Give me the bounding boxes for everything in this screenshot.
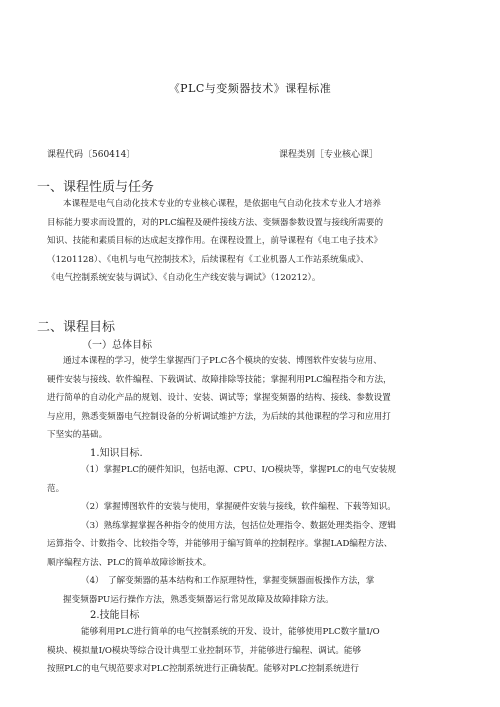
text-line: 知识、技能和素质目标的达成起支撑作用。在课程设置上，前导课程有《电工电子技术》 xyxy=(47,236,383,246)
text-line: 下坚实的基础。 xyxy=(47,430,108,440)
text-line: 顺序编程方法、PLC的简单故障诊断技术。 xyxy=(47,557,212,568)
section-nature-body xyxy=(47,195,457,288)
course-category: 课程类别［专业核心课］ xyxy=(279,150,379,160)
subheading-skill-goal: 2.技能目标 xyxy=(90,610,140,621)
text-line: 通过本课程的学习，使学生掌握西门子PLC各个模块的安装、博图软件安装与应用、 xyxy=(63,356,382,366)
text-line: （4） 了解变频器的基本结构和工作原理特性，掌握变频器面板操作方法，掌 xyxy=(81,576,375,586)
text-line: （1）掌握PLC的硬件知识，包括电源、CPU、I/O模块等，掌握PLC的电气安装规 xyxy=(81,465,397,475)
course-code: 课程代码〔560414〕 xyxy=(47,150,136,160)
text-line: 《电气控制系统安装与调试》、《自动化生产线安装与调试》（120212）。 xyxy=(47,273,321,283)
section-heading-nature: 一、课程性质与任务 xyxy=(37,180,155,195)
text-line: 握变频器PU运行操作方法，熟悉变频器运行常见故障及故障排除方法。 xyxy=(63,594,334,605)
subheading-overall-goal: （一）总体目标 xyxy=(82,340,152,351)
text-line: 硬件安装与接线、软件编程、下载调试、故障排除等技能；掌握利用PLC编程指令和方法， xyxy=(47,374,392,385)
section-heading-goals: 二、课程目标 xyxy=(37,320,116,335)
document-title: 《PLC与变频器技术》课程标准 xyxy=(168,82,332,95)
skill-goal-body xyxy=(47,623,457,679)
text-line: 模块、模拟量I/O模块等综合设计典型工业控制环节，并能够进行编程、调试。能够 xyxy=(47,645,362,656)
knowledge-goal-body xyxy=(47,461,457,609)
text-line: （3）熟练掌握掌握各种指令的使用方法，包括位处理指令、数据处理类指令、逻辑 xyxy=(81,520,396,531)
text-line: 本课程是电气自动化技术专业的专业核心课程，是依据电气自动化技术专业人才培养 xyxy=(63,199,381,209)
text-line: 运算指令、计数指令、比较指令等，并能够用于编写简单的控制程序。掌握LAD编程方法、 xyxy=(47,539,393,549)
course-meta xyxy=(47,147,467,160)
text-line: 与应用，熟悉变频器电气控制设备的分析调试维护方法，为后续的其他课程的学习和应用打 xyxy=(47,411,391,422)
overall-goal-body xyxy=(47,352,457,445)
text-line: 进行简单的自动化产品的规划、设计、安装、调试等；掌握变频器的结构、接线、参数设置 xyxy=(47,393,391,403)
subheading-knowledge-goal: 1.知识目标. xyxy=(90,448,143,459)
text-line: 目标能力要求而设置的，对的PLC编程及硬件接线方法、变频器参数设置与接线所需要的 xyxy=(47,217,384,228)
text-line: （2）掌握博图软件的安装与使用，掌握硬件安装与接线，软件编程、下载等知识。 xyxy=(81,502,396,512)
text-line: 能够利用PLC进行简单的电气控制系统的开发、设计，能够使用PLC数字量I/O xyxy=(81,627,380,637)
text-line: 按照PLC的电气规范要求对PLC控制系统进行正确装配。能够对PLC控制系统进行 xyxy=(47,664,360,674)
text-line: （1201128）、《电机与电气控制技术》，后续课程有《工业机器人工作站系统集成》、 xyxy=(47,254,369,265)
text-line: 范。 xyxy=(47,483,65,494)
